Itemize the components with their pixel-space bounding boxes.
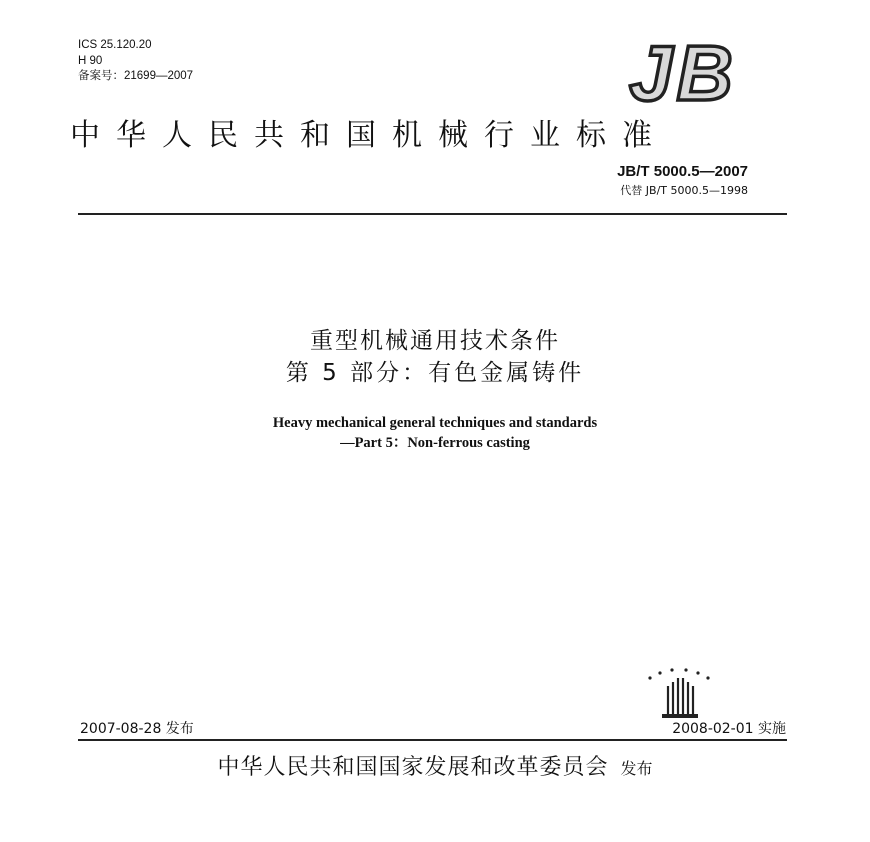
replaces-standard: 代替 JB/T 5000.5—1998 (620, 184, 748, 197)
title-en-part: —Part 5：Non-ferrous casting (340, 435, 530, 451)
issuer-name: 中华人民共和国国家发展和改革委员会 (217, 755, 609, 780)
implementation-date: 2008-02-01 实施 (672, 721, 786, 737)
jb-logo (583, 38, 783, 108)
title-cn-part: 第 5 部分：有色金属铸件 (285, 360, 585, 386)
ics-code: ICS 25.120.20 (78, 39, 152, 51)
divider-top (78, 213, 787, 215)
filing-number: 备案号：21699—2007 (78, 70, 194, 82)
standard-code: JB/T 5000.5—2007 (617, 163, 748, 180)
issue-date: 2007-08-28 发布 (80, 721, 194, 737)
title-cn-main: 重型机械通用技术条件 (310, 328, 560, 354)
publisher-emblem-icon (640, 664, 720, 720)
issuer-line (0, 750, 870, 781)
logo-lettering: JB (629, 38, 737, 108)
issuer-verb: 发布 (620, 759, 653, 778)
org-title: 中华人民共和国机械行业标准 (70, 118, 668, 153)
title-en-main: Heavy mechanical general techniques and standards (272, 415, 598, 431)
classification-code: H 90 (78, 55, 103, 67)
divider-bottom (78, 739, 787, 741)
